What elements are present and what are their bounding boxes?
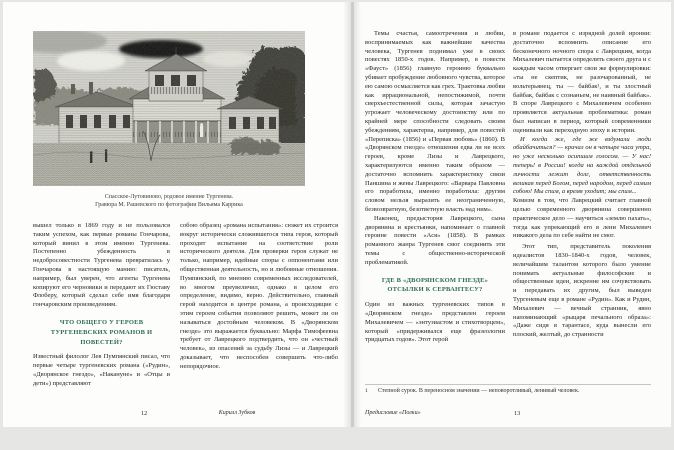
section-heading: ЧТО ОБЩЕГО У ГЕРОЕВ ТУРГЕНЕВСКИХ РОМАНОВ И ПОВЕСТЕЙ? <box>50 318 153 346</box>
paragraph: Наконец, предыстория Лаврецкого, сына дворянина и крестьянки, напоминает о главной героине повести «Ася» (1858). В рамках романного жанра Тургенев смог соединить эти темы с общественно-исторической проблематикой. <box>365 214 505 266</box>
caption-line-1: Спасское-Лутовиново, родовое имение Тургенева. <box>104 194 234 200</box>
paragraph: Один из важных тургеневских типов в «Дворянском гнезде» представлен героем Михалевичем — «энтузиастом и стихотворцем», который «придерживался еще фразеологии тридцатых годов». Этот герой <box>365 301 505 344</box>
page-number-right: 13 <box>514 410 521 417</box>
paragraph: собою образец «романа испытания»: сюжет их строится вокруг исторически сложившегося типа героя, который проходит испытание на соответствие роли исторического деятеля. Для проверки героя служат не только, например, идейные споры с оппонентами или общественная деятельность, но и любовные отношения. Пумпянский, по мнению современных исследователей, во многом преувеличил, однако в целом его определение, видимо, верно. Действительно, главный герой находится в центре романа, а происходящие с этим героем события позволяют решить, может ли он называться достойным человеком. В «Дворянском гнезде» это выражается буквально: Марфа Тимофеевна требует от Лаврецкого подтвердить, что он «честный человек», из опасений за судьбу Лизы — и Лаврецкий доказывает, что неспособен совершить что-либо непорядочное. <box>180 222 338 370</box>
footnote-text: Степной сурок. В переносном значении — неповоротливый, ленивый человек. <box>378 388 580 394</box>
page-number-left: 12 <box>141 410 148 417</box>
illustration-caption <box>33 193 305 209</box>
paragraph: Этот тип, представитель поколения идеалистов 1830–1840-х годов, человек, величайшим талантом которого было умение понимать актуальные философские и общественные идеи, искренне им сочувствовать и передавать их другим, был выведен Тургеневым еще в романе «Рудин». Как и Рудин, Михалевич — вечный странник, явно напоминающий «рыцаря печального образа»: «Даже сидя в тарантасе, куда вынесли его плоский, желтый, до странности <box>513 243 651 339</box>
paragraph: в романе подается с изрядной долей иронии: достаточно вспомнить описание его бесконечного ночного спора с Лаврецким, когда Михалевич пытается определить своего друга и с каждым часом отвергает свои же формулировки: «ты не скептик, не разочарованный, не вольтерьянец, ты — байбак¹, и ты злостный байбак, байбак с сознаньем, не наивный байбак». В споре Лаврецкого с Михалевичем особенно проявляется актуальная проблематика: роман был написан в период, который современники оценивали как переходную эпоху в истории. <box>513 30 651 134</box>
block-quote: И когда же, где же вздумали люди обайбачиться? — кричал он в четыре часа утра, но уже несколько осипшим голосом. — У нас! теперь! в России! когда на каждой отдельной личности лежит долг, ответственность великая перед Богом, перед народом, перед самим собою! Мы спим, а время уходит; мы спим... <box>513 135 651 196</box>
paragraph: Известный филолог Лев Пумпянский писал, что первые четыре тургеневских романа («Рудин», «Дворянское гнездо», «Накануне» и «Отцы и дети») представляют <box>33 353 170 387</box>
paragraph: Темы счастья, самоотречения и любви, воспринимаемых как важнейшие качества человека, Тургенев поднимал уже в своих повестях 1850-х годов. Например, в повести «Фауст» (1856) главную героиню буквально убивает пробуждение любовного чувства, которое ею самою осмысляется как грех. Трактовка любви как иррациональной, непостижимой, почти сверхъестественной силы, которая зачастую угрожает человеческому достоинству или по крайней мере способности следовать своим убеждениям, характерна, например, для повестей «Переписка» (1856) и «Первая любовь» (1860). В «Дворянском гнезде» отношения едва ли не всех героев, кроме Лизы и Лаврецкого, характеризуются именно таким образом — достаточно вспомнить характеристику связи Паншина и жены Лаврецкого: «Варвара Павловна его поработила, именно поработила: другим словом нельзя выразить ее неограниченную, безвозвратную, безответную власть над ним». <box>365 30 505 213</box>
section-heading: ГДЕ В «ДВОРЯНСКОМ ГНЕЗДЕ» ОТСЫЛКИ К СЕРВАНТЕСУ? <box>381 276 489 294</box>
left-column-2 <box>180 222 338 408</box>
paragraph: Комизм в том, что Лаврецкий считает главной целью современного дворянина совершенно практическое дело — научиться «землю пахать», тогда как упрекающий его в лени Михалевич никакого дела по себе найти не смог. <box>513 197 651 240</box>
paragraph: вышел только в 1869 году и не пользовался таким успехом, как первые романы Гончарова, который винил в этом именно Тургенева. Постепенно убежденность в недобросовестности Тургенева превратилась у Гончарова в настоящую манию: писатель, например, был уверен, что агенты Тургенева копируют его черновики и передают их Гюставу Флоберу, который сделал себе имя благодаря гончаровским произведениям. <box>33 222 170 309</box>
right-column-2 <box>513 30 651 382</box>
footnote-marker: 1 <box>365 388 368 394</box>
estate-engraving <box>33 31 305 186</box>
estate-engraving-illustration <box>33 31 305 186</box>
left-column-1 <box>33 222 170 408</box>
footnote <box>365 384 651 396</box>
caption-line-2: Гравюра М. Рашевского по фотографии Вильяма Каррика <box>95 202 243 208</box>
right-column-1 <box>365 30 505 380</box>
running-author: Кирилл Зубков <box>218 410 256 416</box>
running-chapter-title: Предисловие «Полки» <box>365 410 421 416</box>
